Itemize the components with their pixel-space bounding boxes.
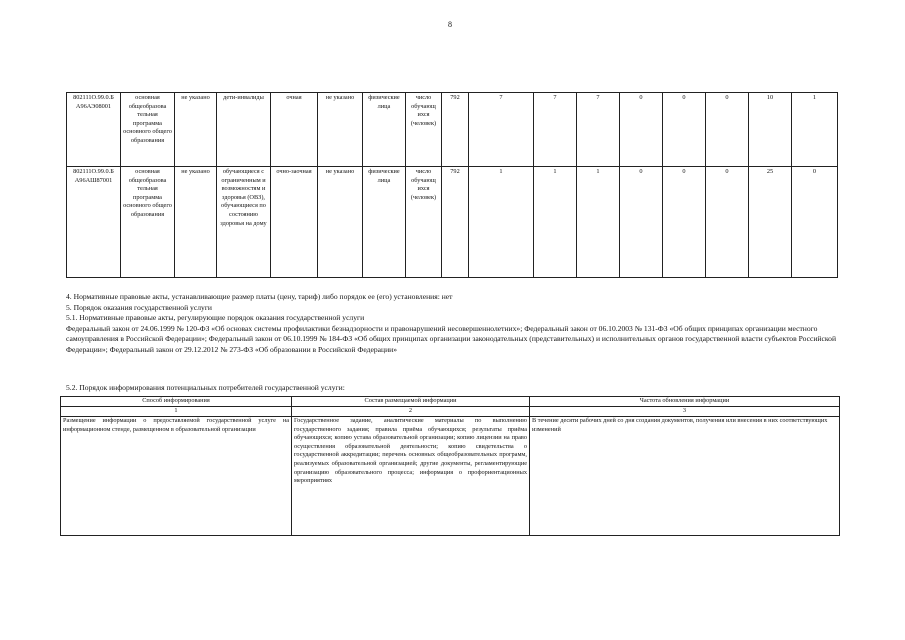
cell: не указано (318, 167, 363, 278)
category: обучающиеся с ограниченным и возможностям и здоровья (ОВЗ), обучающиеся по состоянию здоровья на дому (217, 167, 271, 278)
column-number: 3 (530, 407, 840, 417)
value-cell: 1 (577, 167, 620, 278)
information-table (60, 396, 840, 536)
register-table (66, 92, 838, 278)
indicator-unit: число обучающ ихся (человек) (406, 167, 442, 278)
value-cell: 7 (534, 93, 577, 167)
register-code: 802111О.99.0.Б А96АШ87001 (67, 167, 121, 278)
education-form: очно-заочная (271, 167, 318, 278)
table-header-row (61, 397, 840, 407)
okei-code: 792 (442, 93, 469, 167)
information-content: Государственное задание, аналитические материалы по выполнению государственного задания; правила приёма обучающихся; результаты приёма обучающихся; копию устава образовательной организации; копию лицензии на право осуществления образовательной деятельности; копию свидетельства о государственной аккредитации; перечень основных общеобразовательных программ, реализуемых образовательной организацией; другие документы, регламентирующие организацию образовательного процесса; информация о профориентационных мероприятиях (292, 417, 530, 536)
column-number: 2 (292, 407, 530, 417)
education-form: очная (271, 93, 318, 167)
section-4-text: 4. Нормативные правовые акты, устанавливающие размер платы (цену, тариф) либо порядок ее (его) установления: нет (66, 292, 453, 301)
okei-code: 792 (442, 167, 469, 278)
update-frequency: В течение десяти рабочих дней со дня создания документов, получения или внесения в них соответствующих изменений (530, 417, 840, 536)
regulations-section (66, 292, 846, 356)
indicator-unit: число обучающ ихся (человек) (406, 93, 442, 167)
consumer-category: физические лица (363, 167, 406, 278)
value-cell: 0 (792, 167, 838, 278)
cell: не указано (175, 93, 217, 167)
table-row (67, 93, 838, 167)
value-cell: 0 (706, 167, 749, 278)
column-header: Частота обновления информации (530, 397, 840, 407)
value-cell: 1 (534, 167, 577, 278)
value-cell: 7 (577, 93, 620, 167)
consumer-category: физические лица (363, 93, 406, 167)
column-header: Способ информирования (61, 397, 292, 407)
value-cell: 10 (749, 93, 792, 167)
table-row (67, 167, 838, 278)
section-5-1-heading: 5.1. Нормативные правовые акты, регулирующие порядок оказания государственной услуги (66, 313, 365, 323)
column-number-row (61, 407, 840, 417)
section-5-1-body: Федеральный закон от 24.06.1999 № 120-ФЗ «Об основах системы профилактики безнадзорности и правонарушений несовершеннолетних»; Федеральный закон от 06.10.2003 № 131-ФЗ «Об общих принципах организации местного самоуправления в Российской Федерации»; Федеральный закон от 06.10.1999 № 184-ФЗ «Об общих принципах организации законодательных (представительных) и исполнительных органов государственной власти субъектов Российской Федерации»; Федеральный закон от 29.12.2012 № 273-ФЗ «Об образовании в Российской Федерации» (66, 323, 837, 354)
value-cell: 0 (620, 167, 663, 278)
program-name: основная общеобразова тельная программа основного общего образования (121, 167, 175, 278)
value-cell: 0 (620, 93, 663, 167)
program-name: основная общеобразова тельная программа основного общего образования (121, 93, 175, 167)
cell: не указано (175, 167, 217, 278)
table-row (61, 417, 840, 536)
section-5-2-heading: 5.2. Порядок информирования потенциальных потребителей государственной услуги: (66, 383, 345, 392)
value-cell: 0 (663, 167, 706, 278)
value-cell: 0 (663, 93, 706, 167)
cell: не указано (318, 93, 363, 167)
value-cell: 7 (469, 93, 534, 167)
information-method: Размещение информации о предоставляемой государственной услуге на информационном стенде, размещенном в образовательной организации (61, 417, 292, 536)
value-cell: 25 (749, 167, 792, 278)
column-number: 1 (61, 407, 292, 417)
section-5-heading: 5. Порядок оказания государственной услуги (66, 302, 212, 312)
value-cell: 1 (792, 93, 838, 167)
page-number: 8 (448, 20, 452, 29)
value-cell: 1 (469, 167, 534, 278)
register-code: 802111О.99.0.Б А96АЭ08001 (67, 93, 121, 167)
value-cell: 0 (706, 93, 749, 167)
column-header: Состав размещаемой информации (292, 397, 530, 407)
category: дети-инвалиды (217, 93, 271, 167)
